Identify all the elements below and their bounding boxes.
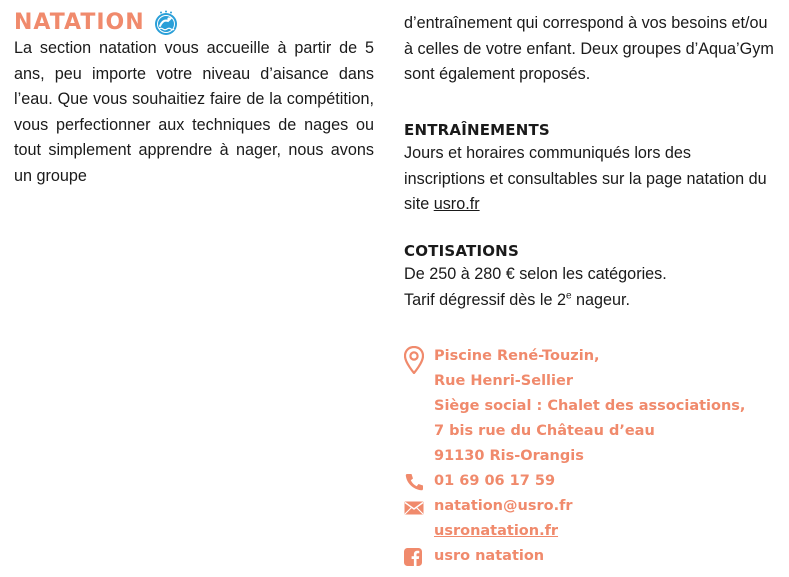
cotisations-line-1: De 250 à 280 € selon les catégories. — [404, 265, 667, 283]
swimmer-logo-icon — [153, 10, 179, 36]
cotisations-section — [404, 240, 776, 313]
address-line: Piscine René-Touzin, — [404, 344, 784, 369]
phone-line[interactable]: 01 69 06 17 59 — [404, 469, 784, 494]
intro-paragraph: La section natation vous accueille à partir de 5 ans, peu importe votre niveau d’aisance dans l’eau. Que vous souhaitiez faire de la compétition, vous perfectionner aux techniques de nages ou tout simplement apprendre à nager, nous avons un groupe — [14, 39, 374, 185]
envelope-icon — [404, 501, 424, 515]
right-column — [404, 11, 776, 309]
address-line: Rue Henri-Sellier — [434, 373, 573, 389]
page-title: NATATION — [14, 10, 145, 35]
email-line[interactable]: natation@usro.fr — [404, 494, 784, 519]
address-line: Siège social : Chalet des associations, — [434, 398, 746, 414]
phone-icon — [404, 473, 424, 491]
facebook-line[interactable]: usro natation — [404, 544, 784, 569]
title-row — [14, 10, 179, 36]
entrainements-heading: ENTRAÎNEMENTS — [404, 121, 550, 139]
website-link[interactable]: usronatation.fr — [434, 523, 559, 539]
cotisations-line-2: Tarif dégressif dès le 2e nageur. — [404, 290, 631, 309]
continuation-paragraph: d’entraînement qui correspond à vos besoins et/ou à celles de votre enfant. Deux groupes d’Aqua’Gym sont également proposés. — [404, 14, 774, 83]
usro-link[interactable]: usro.fr — [433, 195, 480, 213]
contact-block — [404, 344, 784, 569]
address-line: 91130 Ris-Orangis — [434, 448, 584, 464]
address-line: 7 bis rue du Château d’eau — [434, 423, 655, 439]
website-line[interactable] — [404, 519, 784, 544]
entrainements-section — [404, 119, 776, 218]
entrainements-text: Jours et horaires communiqués lors des inscriptions et consultables sur la page natation du site usro.fr — [404, 144, 767, 213]
cotisations-heading: COTISATIONS — [404, 242, 519, 260]
facebook-icon — [404, 548, 422, 566]
